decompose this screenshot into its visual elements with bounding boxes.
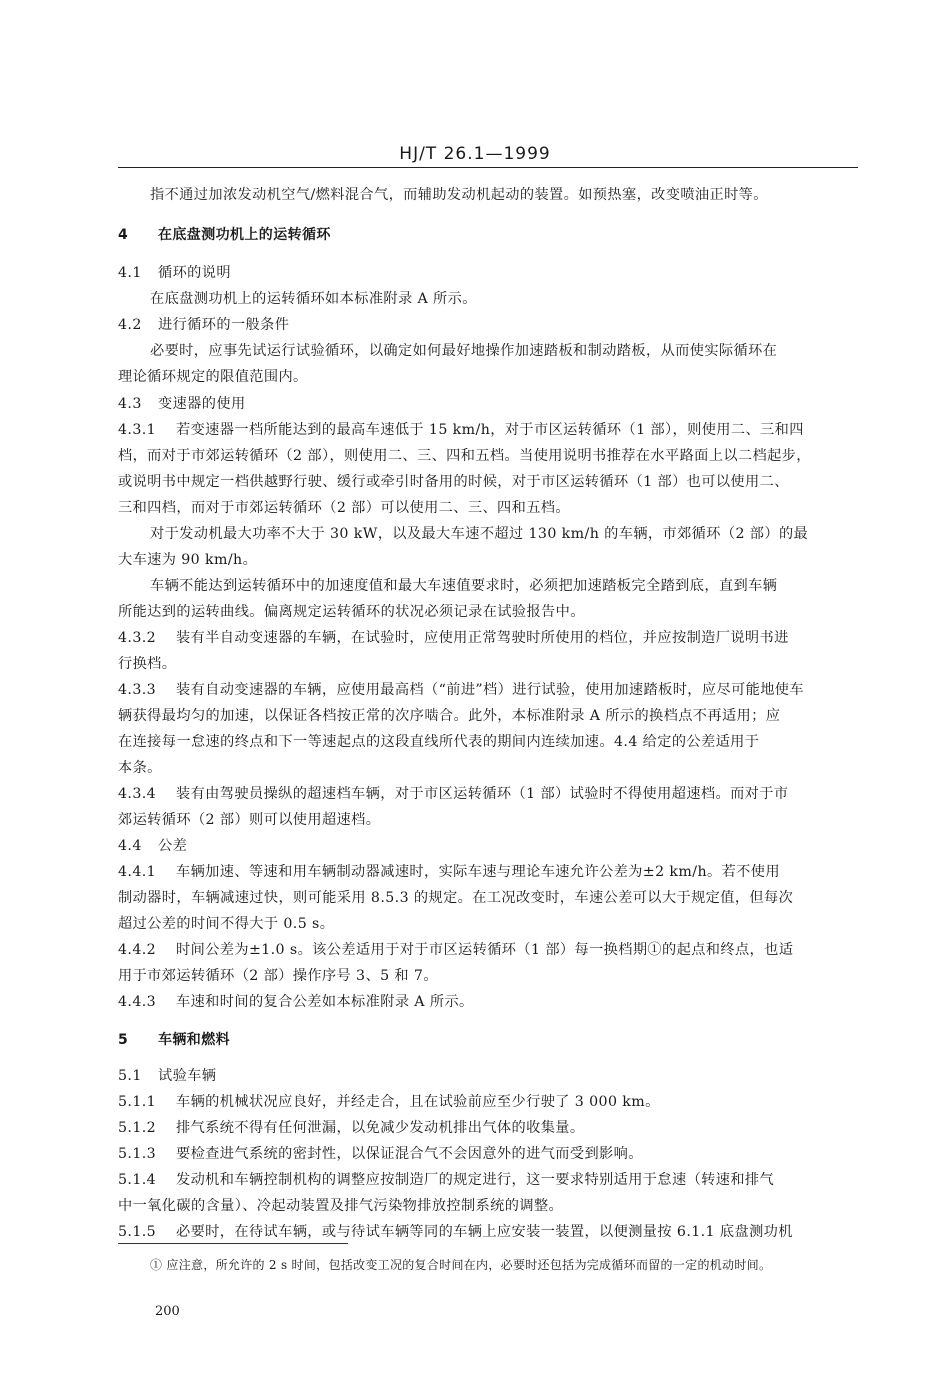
clause-title: 试验车辆 — [158, 1068, 217, 1084]
paragraph-line: 车辆不能达到运转循环中的加速度值和最大车速值要求时，必须把加速踏板完全踏到底，直到车辆 — [150, 578, 778, 594]
paragraph-line: 发动机和车辆控制机构的调整应按制造厂的规定进行，这一要求特别适用于怠速（转速和排气 — [176, 1172, 775, 1188]
paragraph-line: 车辆加速、等速和用车辆制动器减速时，实际车速与理论车速允许公差为±2 km/h。若不使用 — [176, 864, 780, 880]
section-title: 在底盘测功机上的运转循环 — [158, 227, 331, 243]
clause-number: 4.3.3 — [118, 682, 157, 698]
paragraph-line: 时间公差为±1.0 s。该公差适用于对于市区运转循环（1 部）每一换档期①的起点和终点，也适 — [176, 942, 794, 958]
clause-4-3-4 — [118, 781, 860, 807]
clause-5-1-4 — [118, 1167, 860, 1193]
clause-number: 4.3.1 — [118, 422, 157, 438]
clause-number: 5.1.5 — [118, 1224, 157, 1240]
clause-number: 5.1.3 — [118, 1146, 157, 1162]
clause-4-3-3 — [118, 677, 860, 703]
paragraph-line: 或说明书中规定一档供越野行驶、缓行或牵引时备用的时候，对于市区运转循环（1 部）也可以使用二、 — [118, 474, 789, 490]
paragraph-line: 郊运转循环（2 部）则可以使用超速档。 — [118, 812, 381, 828]
paragraph-line: 车辆的机械状况应良好，并经走合，且在试验前应至少行驶了 3 000 km。 — [176, 1094, 660, 1110]
intro-line: 指不通过加浓发动机空气/燃料混合气，而辅助发动机起动的装置。如预热塞，改变喷油正时等。 — [150, 187, 768, 203]
clause-5-1-5 — [118, 1219, 860, 1245]
clause-4-3-2 — [118, 625, 860, 651]
page-number: 200 — [155, 1304, 180, 1319]
paragraph-line: 装有由驾驶员操纵的超速档车辆，对于市区运转循环（1 部）试验时不得使用超速档。而对于市 — [176, 786, 789, 802]
clause-number: 4.4.1 — [118, 864, 157, 880]
paragraph-line: 要检查进气系统的密封性，以保证混合气不会因意外的进气而受到影响。 — [176, 1146, 643, 1162]
paragraph-line: 对于发动机最大功率不大于 30 kW，以及最大车速不超过 130 km/h 的车辆，市郊循环（2 部）的最 — [150, 526, 809, 542]
clause-number: 5.1.4 — [118, 1172, 157, 1188]
paragraph-line: 在连接每一怠速的终点和下一等速起点的这段直线所代表的期间内连续加速。4.4 给定的公差适用于 — [118, 734, 760, 750]
clause-number: 4.3.4 — [118, 786, 157, 802]
paragraph-line: 车速和时间的复合公差如本标准附录 A 所示。 — [176, 994, 474, 1010]
clause-5-1-heading — [118, 1063, 860, 1089]
paragraph-line: 装有半自动变速器的车辆，在试验时，应使用正常驾驶时所使用的档位，并应按制造厂说明书进 — [176, 630, 789, 646]
footnote: ① 应注意，所允许的 2 s 时间，包括改变工况的复合时间在内，必要时还包括为完成循环而留的一定的机动时间。 — [150, 1258, 772, 1272]
clause-number: 5.1.1 — [118, 1094, 157, 1110]
paragraph-line: 装有自动变速器的车辆，应使用最高档（“前进”档）进行试验，使用加速踏板时，应尽可能地使车 — [176, 682, 804, 698]
clause-4-4-2 — [118, 937, 860, 963]
clause-4-4-1 — [118, 859, 860, 885]
clause-number: 5.1.2 — [118, 1120, 157, 1136]
clause-number: 4.4.3 — [118, 994, 157, 1010]
paragraph-line: 中一氧化碳的含量）、冷起动装置及排气污染物排放控制系统的调整。 — [118, 1198, 564, 1214]
clause-number: 4.1 — [118, 265, 142, 281]
header-rule — [118, 167, 858, 168]
section-number: 5 — [118, 1032, 129, 1048]
section-number: 4 — [118, 227, 129, 243]
paragraph-line: 辆获得最均匀的加速，以保证各档按正常的次序啮合。此外，本标准附录 A 所示的换档点不再适用；应 — [118, 708, 781, 724]
paragraph-line: 大车速为 90 km/h。 — [118, 552, 258, 568]
clause-number: 4.4 — [118, 838, 142, 854]
paragraph-line: 行换档。 — [118, 656, 177, 672]
section-title: 车辆和燃料 — [158, 1032, 230, 1048]
paragraph-line: 必要时，应事先试运行试验循环，以确定如何最好地操作加速踏板和制动踏板，从而使实际循环在 — [150, 343, 778, 359]
paragraph-line: 制动器时，车辆减速过快，则可能采用 8.5.3 的规定。在工况改变时，车速公差可以大于规定值，但每次 — [118, 890, 794, 906]
clause-number: 5.1 — [118, 1068, 142, 1084]
clause-title: 公差 — [158, 838, 188, 854]
paragraph-line: 档，而对于市郊运转循环（2 部），则使用二、三、四和五档。当使用说明书推荐在水平路面上以二档起步， — [118, 448, 811, 464]
clause-title: 循环的说明 — [158, 265, 231, 281]
paragraph-line: 若变速器一档所能达到的最高车速低于 15 km/h，对于市区运转循环（1 部），则使用二、三和四 — [176, 422, 804, 438]
paragraph-line: 用于市郊运转循环（2 部）操作序号 3、5 和 7。 — [118, 968, 438, 984]
paragraph-line: 所能达到的运转曲线。偏离规定运转循环的状况必须记录在试验报告中。 — [118, 604, 585, 620]
footnote-rule — [118, 1243, 348, 1244]
clause-number: 4.2 — [118, 317, 142, 333]
clause-number: 4.4.2 — [118, 942, 157, 958]
paragraph-line: 排气系统不得有任何泄漏，以免减少发动机排出气体的收集量。 — [176, 1120, 585, 1136]
clause-4-4-3 — [118, 989, 860, 1015]
clause-4-2-heading — [118, 312, 860, 338]
clause-title: 进行循环的一般条件 — [158, 317, 290, 333]
clause-5-1-2 — [118, 1115, 860, 1141]
paragraph-line: 三和四档，而对于市郊运转循环（2 部）可以使用二、三、四和五档。 — [118, 500, 570, 516]
section-4-heading — [118, 222, 860, 248]
paragraph-line: 理论循环规定的限值范围内。 — [118, 369, 308, 385]
paragraph-line: 超过公差的时间不得大于 0.5 s。 — [118, 916, 335, 932]
clause-5-1-3 — [118, 1141, 860, 1167]
paragraph-line: 在底盘测功机上的运转循环如本标准附录 A 所示。 — [150, 291, 477, 307]
page-header: HJ/T 26.1—1999 — [399, 144, 551, 164]
paragraph-line: 本条。 — [118, 760, 162, 776]
clause-4-4-heading — [118, 833, 860, 859]
clause-4-1-heading — [118, 260, 860, 286]
section-5-heading — [118, 1027, 860, 1053]
clause-5-1-1 — [118, 1089, 860, 1115]
clause-number: 4.3.2 — [118, 630, 157, 646]
clause-number: 4.3 — [118, 396, 142, 412]
clause-4-3-1 — [118, 417, 860, 443]
paragraph-line: 必要时，在待试车辆，或与待试车辆等同的车辆上应安装一装置，以便测量按 6.1.1 底盘测功机 — [176, 1224, 793, 1240]
clause-title: 变速器的使用 — [158, 396, 246, 412]
clause-4-3-heading — [118, 391, 860, 417]
